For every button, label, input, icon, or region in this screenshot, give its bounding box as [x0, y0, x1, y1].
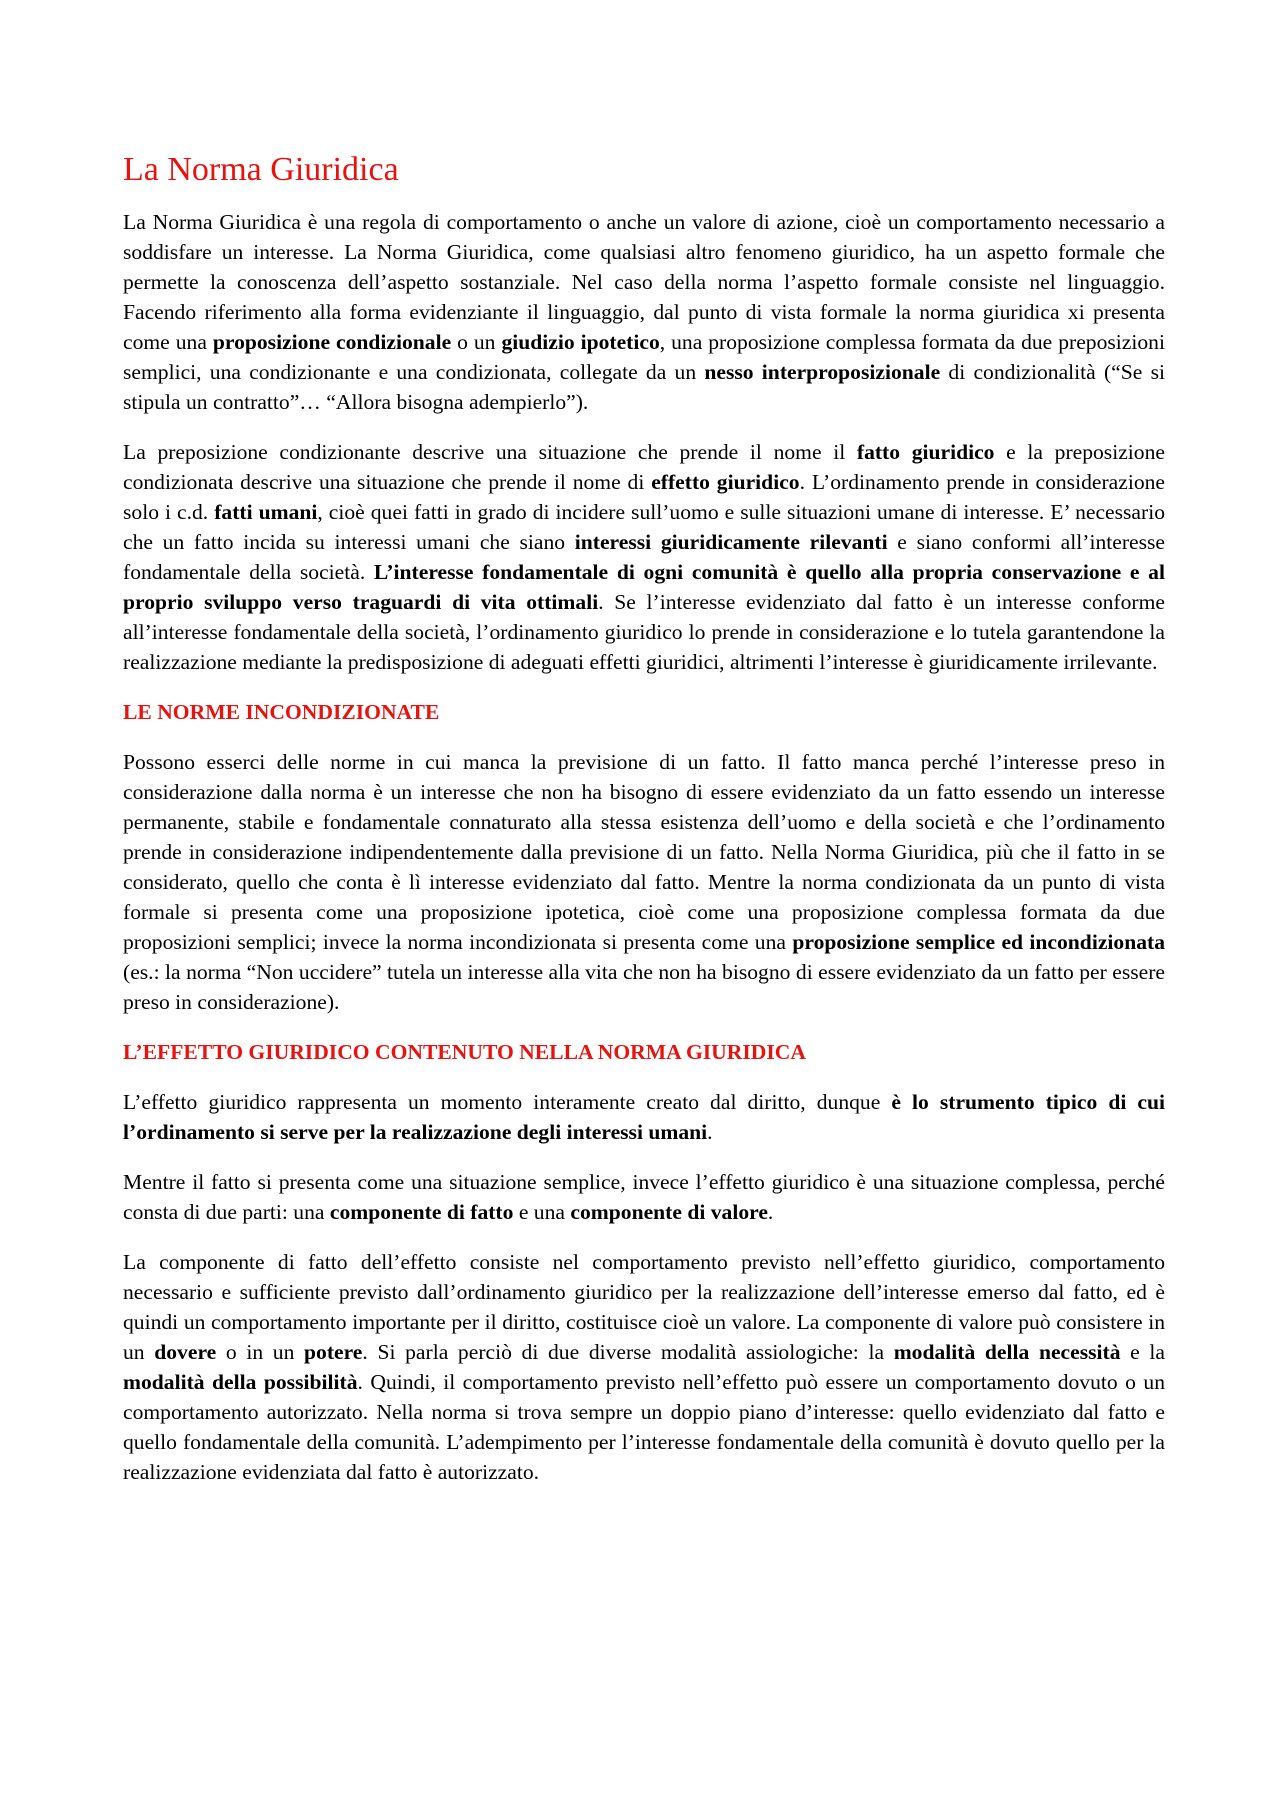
- bold-text: potere: [304, 1340, 363, 1364]
- text-run: (es.: la norma “Non uccidere” tutela un interesse alla vita che non ha bisogno di essere evidenziato da un fatto per essere preso in considerazione).: [123, 960, 1165, 1014]
- paragraph: [123, 207, 1165, 417]
- text-run: , cioè quei fatti in grado di incidere sull’uomo e sulle situazioni umane di interesse. E’ necessario che un fatto incida su interessi umani che siano: [123, 500, 1165, 554]
- bold-text: proposizione condizionale: [212, 330, 452, 354]
- text-run: Possono esserci delle norme in cui manca la previsione di un fatto. Il fatto manca perché l’interesse preso in considerazione dalla norma è un interesse che non ha bisogno di essere evidenziato da un fatto essendo un interesse permanente, stabile e fondamentale connaturato alla stessa esistenza dell’uomo e della società e che l’ordinamento prende in considerazione indipendentemente dalla previsione di un fatto. Nella Norma Giuridica, più che il fatto in se considerato, quello che conta è lì interesse evidenziato dal fatto. Mentre la norma condizionata da un punto di vista formale si presenta come una proposizione ipotetica, cioè come una proposizione complessa formata da due proposizioni semplici; invece la norma incondizionata si presenta come una: [123, 750, 1165, 954]
- paragraph: [123, 747, 1165, 1017]
- document-title: La Norma Giuridica: [123, 151, 399, 188]
- bold-text: dovere: [154, 1340, 217, 1364]
- text-run: di condizionalità (“Se si stipula un contratto”… “Allora bisogna adempierlo”).: [123, 360, 1166, 414]
- section-heading: LE NORME INCONDIZIONATE: [123, 700, 440, 724]
- bold-text: componente di valore: [570, 1200, 768, 1224]
- text-run: La preposizione condizionante descrive una situazione che prende il nome il: [123, 440, 857, 464]
- bold-text: modalità della possibilità: [123, 1370, 358, 1394]
- paragraph: [123, 437, 1165, 677]
- bold-text: modalità della necessità: [893, 1340, 1121, 1364]
- bold-text: interessi giuridicamente rilevanti: [574, 530, 888, 554]
- bold-text: fatti umani: [214, 500, 318, 524]
- text-run: La Norma Giuridica è una regola di comportamento o anche un valore di azione, cioè un comportamento necessario a soddisfare un interesse. La Norma Giuridica, come qualsiasi altro fenomeno giuridico, ha un aspetto formale che permette la conoscenza dell’aspetto sostanziale. Nel caso della norma l’aspetto formale consiste nel linguaggio. Facendo riferimento alla forma evidenziante il linguaggio, dal punto di vista formale la norma giuridica xi presenta come una: [123, 210, 1165, 354]
- text-run: o un: [451, 330, 502, 354]
- bold-text: giudizio ipotetico: [501, 330, 660, 354]
- text-run: Mentre il fatto si presenta come una situazione semplice, invece l’effetto giuridico è una situazione complessa, perché consta di due parti: una: [123, 1170, 1165, 1224]
- text-run: e la preposizione condizionata descrive una situazione che prende il nome di: [123, 440, 1165, 494]
- text-run: . Si parla perciò di due diverse modalità assiologiche: la: [362, 1340, 894, 1364]
- bold-text: proposizione semplice ed incondizionata: [792, 930, 1165, 954]
- text-run: e una: [513, 1200, 571, 1224]
- text-run: e siano conformi all’interesse fondamentale della società.: [123, 530, 1165, 584]
- text-run: . Quindi, il comportamento previsto nell’effetto può essere un comportamento dovuto o un comportamento autorizzato. Nella norma si trova sempre un doppio piano d’interesse: quello evidenziato dal fatto e quello fondamentale della comunità. L’adempimento per l’interesse fondamentale della comunità è dovuto quello per la realizzazione evidenziata dal fatto è autorizzato.: [123, 1370, 1166, 1484]
- paragraph: [123, 1087, 1165, 1147]
- text-run: L’effetto giuridico rappresenta un momento interamente creato dal diritto, dunque: [123, 1090, 892, 1114]
- text-run: La componente di fatto dell’effetto consiste nel comportamento previsto nell’effetto giuridico, comportamento necessario e sufficiente previsto dall’ordinamento giuridico per la realizzazione dell’interesse emerso dal fatto, ed è quindi un comportamento importante per il diritto, costituisce cioè un valore. La componente di valore può consistere in un: [123, 1250, 1165, 1364]
- text-run: .: [707, 1120, 713, 1144]
- text-run: e la: [1120, 1340, 1166, 1364]
- text-run: . Se l’interesse evidenziato dal fatto è un interesse conforme all’interesse fondamentale della società, l’ordinamento giuridico lo prende in considerazione e lo tutela garantendone la realizzazione mediante la predisposizione di adeguati effetti giuridici, altrimenti l’interesse è giuridicamente irrilevante.: [123, 590, 1165, 674]
- paragraph: [123, 1247, 1165, 1487]
- bold-text: effetto giuridico: [651, 470, 800, 494]
- bold-text: componente di fatto: [329, 1200, 514, 1224]
- bold-text: nesso interproposizionale: [704, 360, 941, 384]
- bold-text: fatto giuridico: [856, 440, 995, 464]
- bold-text: è lo strumento tipico di cui l’ordinamento si serve per la realizzazione degli interessi umani: [123, 1090, 1165, 1144]
- section-heading: L’EFFETTO GIURIDICO CONTENUTO NELLA NORMA GIURIDICA: [123, 1040, 806, 1064]
- text-run: .: [767, 1200, 774, 1224]
- paragraph: [123, 1167, 1165, 1227]
- text-run: , una proposizione complessa formata da due preposizioni semplici, una condizionante e una condizionata, collegate da un: [123, 330, 1165, 384]
- text-run: . L’ordinamento prende in considerazione solo i c.d.: [123, 470, 1165, 524]
- document-page: [123, 150, 1165, 1507]
- text-run: o in un: [216, 1340, 305, 1364]
- bold-text: L’interesse fondamentale di ogni comunità è quello alla propria conservazione e al proprio sviluppo verso traguardi di vita ottimali: [123, 560, 1165, 614]
- document-body: [123, 207, 1165, 1487]
